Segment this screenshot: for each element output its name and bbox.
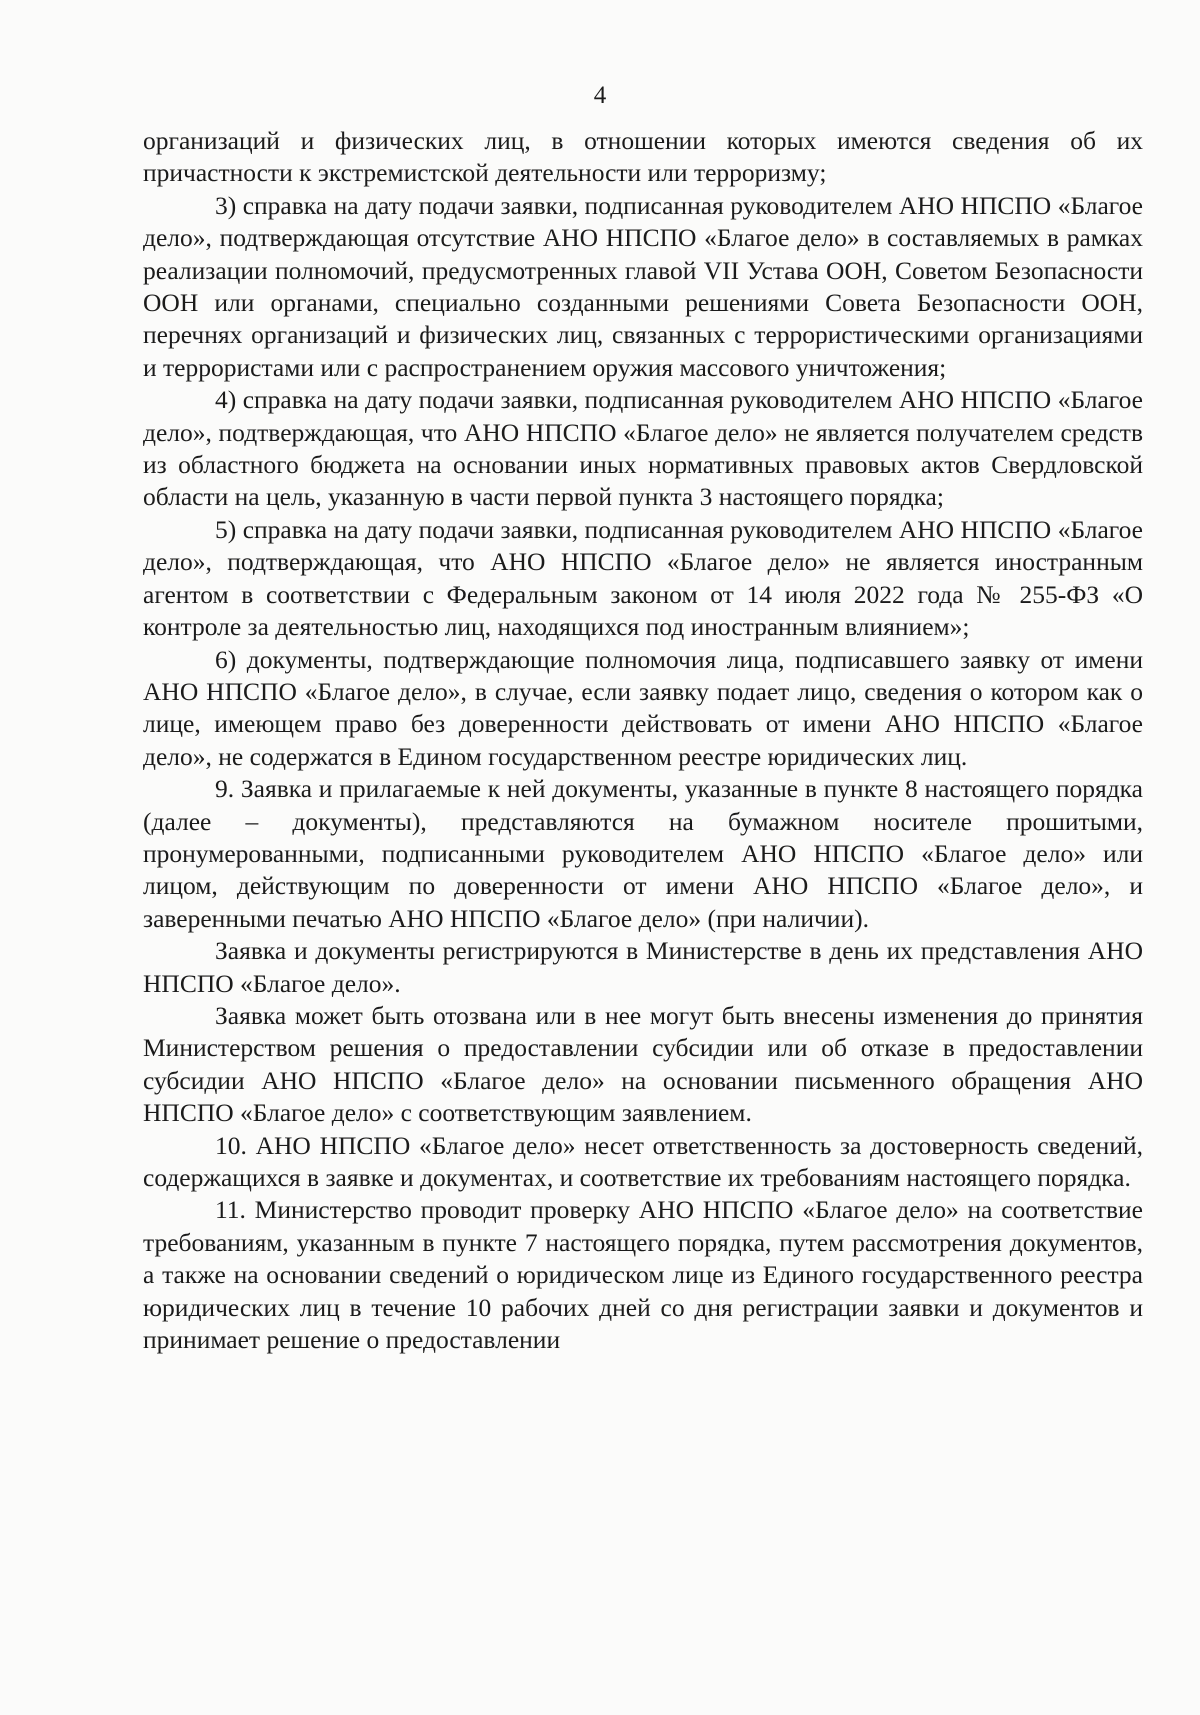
paragraph-item-5: 5) справка на дату подачи заявки, подписанная руководителем АНО НПСПО «Благое дело», подтверждающая, что АНО НПСПО «Благое дело» не является иностранным агентом в соответствии с Федеральным законом от 14 июля 2022 года № 255-ФЗ «О контроле за деятельностью лиц, находящихся под иностранным влиянием»;	[143, 514, 1143, 642]
paragraph-point-9: 9. Заявка и прилагаемые к ней документы, указанные в пункте 8 настоящего порядка (далее – документы), представляются на бумажном носителе прошитыми, пронумерованными, подписанными руководителем АНО НПСПО «Благое дело» или лицом, действующим по доверенности от имени АНО НПСПО «Благое дело», и заверенными печатью АНО НПСПО «Благое дело» (при наличии).	[143, 774, 1143, 933]
paragraph-item-4: 4) справка на дату подачи заявки, подписанная руководителем АНО НПСПО «Благое дело», подтверждающая, что АНО НПСПО «Благое дело» не является получателем средств из областного бюджета на основании иных нормативных правовых актов Свердловской области на цель, указанную в части первой пункта 3 настоящего порядка;	[143, 385, 1143, 512]
paragraph-item-3: 3) справка на дату подачи заявки, подписанная руководителем АНО НПСПО «Благое дело», подтверждающая отсутствие АНО НПСПО «Благое дело» в составляемых в рамках реализации полномочий, предусмотренных главой VII Устава ООН, Советом Безопасности ООН или органами, специально созданными решениями Совета Безопасности ООН, перечнях организаций и физических лиц, связанных с террористическими организациями и террористами или с распространением оружия массового уничтожения;	[143, 190, 1143, 382]
paragraph-item-6: 6) документы, подтверждающие полномочия лица, подписавшего заявку от имени АНО НПСПО «Благое дело», в случае, если заявку подает лицо, сведения о котором как о лице, имеющем право без доверенности действовать от имени АНО НПСПО «Благое дело», не содержатся в Едином государственном реестре юридических лиц.	[143, 644, 1143, 771]
paragraph-point-9-withdrawal: Заявка может быть отозвана или в нее могут быть внесены изменения до принятия Министерством решения о предоставлении субсидии или об отказе в предоставлении субсидии АНО НПСПО «Благое дело» на основании письменного обращения АНО НПСПО «Благое дело» с соответствующим заявлением.	[143, 1000, 1143, 1128]
document-body	[143, 125, 1143, 1356]
paragraph-point-11: 11. Министерство проводит проверку АНО НПСПО «Благое дело» на соответствие требованиям, указанным в пункте 7 настоящего порядка, путем рассмотрения документов, а также на основании сведений о юридическом лице из Единого государственного реестра юридических лиц в течение 10 рабочих дней со дня регистрации заявки и документов и принимает решение о предоставлении	[143, 1195, 1143, 1355]
paragraph-point-9-registration: Заявка и документы регистрируются в Министерстве в день их представления АНО НПСПО «Благое дело».	[143, 936, 1143, 998]
page-number: 4	[593, 82, 607, 109]
paragraph-continuation: организаций и физических лиц, в отношении которых имеются сведения об их причастности к экстремистской деятельности или терроризму;	[143, 126, 1143, 188]
paragraph-point-10: 10. АНО НПСПО «Благое дело» несет ответственность за достоверность сведений, содержащихся в заявке и документах, и соответствие их требованиям настоящего порядка.	[143, 1130, 1143, 1192]
